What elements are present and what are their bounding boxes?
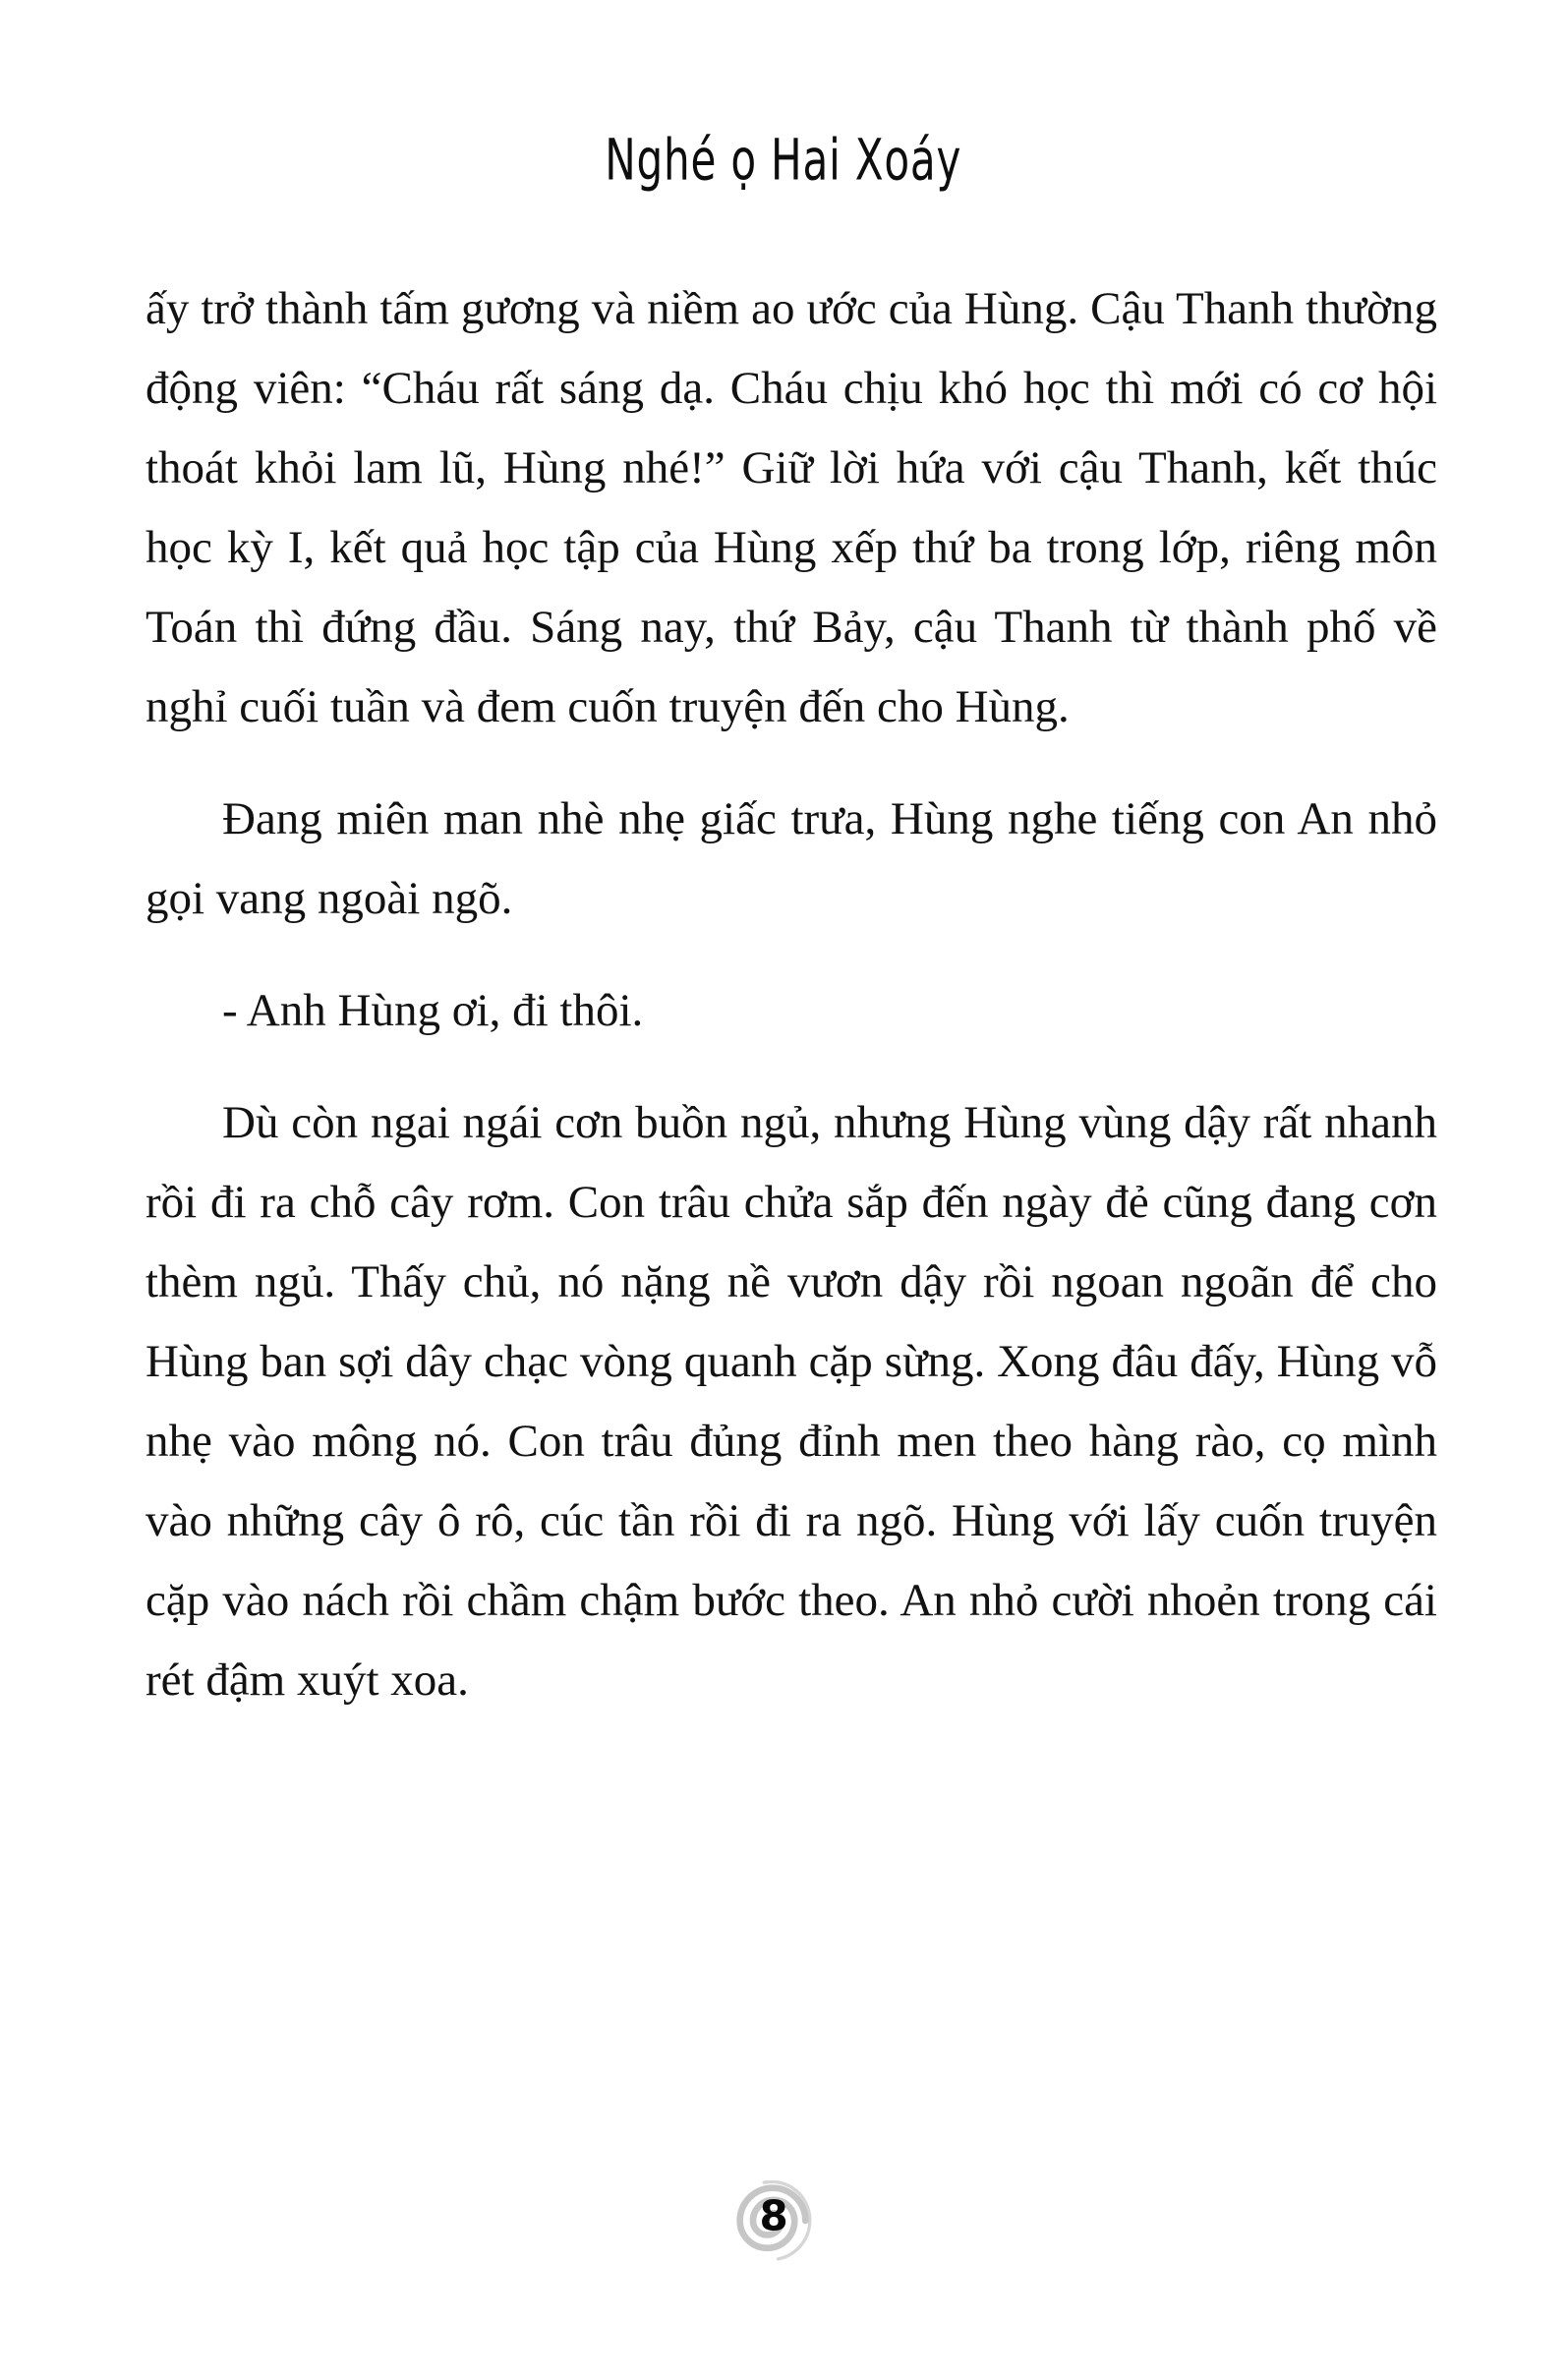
paragraph: Dù còn ngai ngái cơn buồn ngủ, nhưng Hùng vùng dậy rất nhanh rồi đi ra chỗ cây rơm. Con trâu chửa sắp đến ngày đẻ cũng đang cơn thèm ngủ. Thấy chủ, nó nặng nề vươn dậy rồi ngoan ngoãn để cho Hùng ban sợi dây chạc vòng quanh cặp sừng. Xong đâu đấy, Hùng vỗ nhẹ vào mông nó. Con trâu đủng đỉnh men theo hàng rào, cọ mình vào những cây ô rô, cúc tần rồi đi ra ngõ. Hùng với lấy cuốn truyện cặp vào nách rồi chầm chậm bước theo. An nhỏ cười nhoẻn trong cái rét đậm xuýt xoa. bbox=[145, 1097, 1437, 1706]
book-title-text: Nghé ọ Hai Xoáy bbox=[605, 126, 962, 194]
page-number: 8 bbox=[759, 2191, 788, 2240]
page-footer bbox=[0, 2180, 1567, 2261]
page-title bbox=[0, 126, 1567, 194]
page-header bbox=[0, 126, 1567, 194]
page-body bbox=[0, 269, 1567, 1720]
page-number-ornament bbox=[733, 2180, 812, 2261]
paragraph-continuation: ấy trở thành tấm gương và niềm ao ước của Hùng. Cậu Thanh thường động viên: “Cháu rất sáng dạ. Cháu chịu khó học thì mới có cơ hội thoát khỏi lam lũ, Hùng nhé!” Giữ lời hứa với cậu Thanh, kết thúc học kỳ I, kết quả học tập của Hùng xếp thứ ba trong lớp, riêng môn Toán thì đứng đầu. Sáng nay, thứ Bảy, cậu Thanh từ thành phố về nghỉ cuối tuần và đem cuốn truyện đến cho Hùng. bbox=[145, 283, 1437, 732]
dialogue-line: - Anh Hùng ơi, đi thôi. bbox=[222, 985, 644, 1036]
paragraph: Đang miên man nhè nhẹ giấc trưa, Hùng nghe tiếng con An nhỏ gọi vang ngoài ngõ. bbox=[145, 793, 1437, 924]
